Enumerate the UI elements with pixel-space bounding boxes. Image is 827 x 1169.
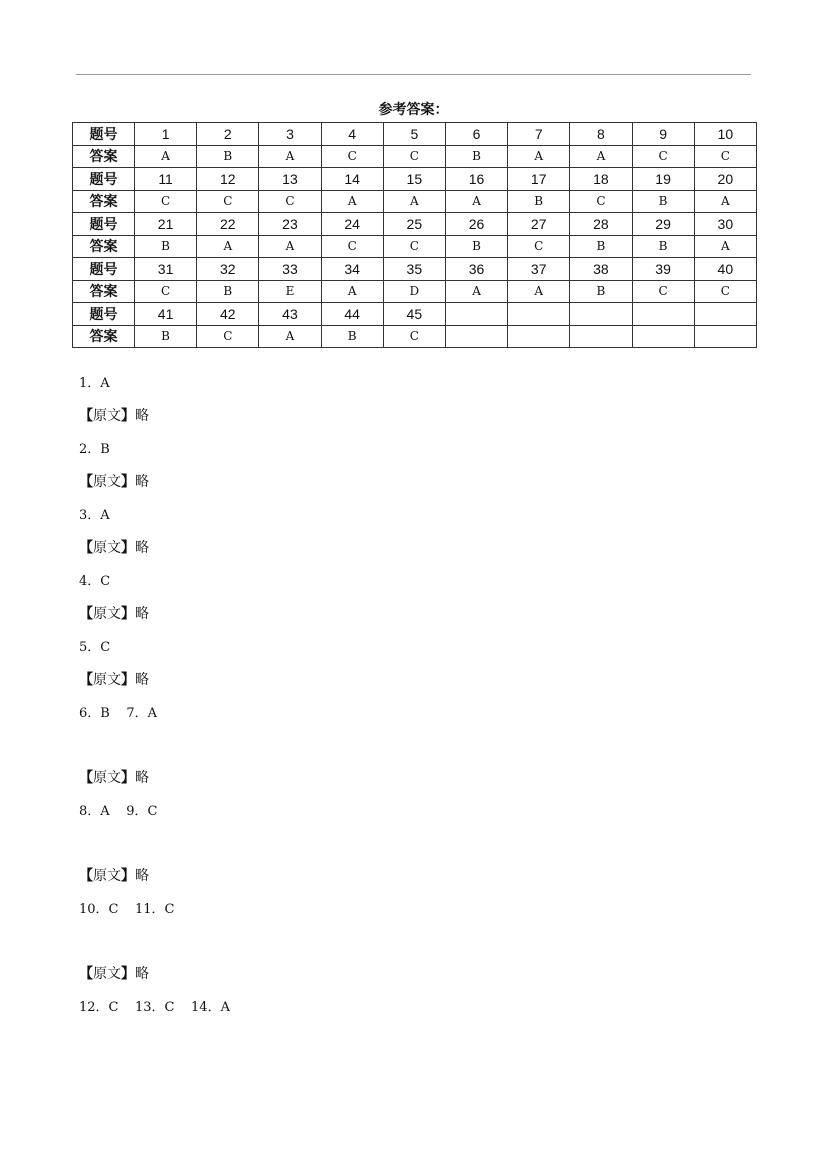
bracket-open: 【: [79, 868, 93, 884]
question-number-cell: 45: [383, 303, 445, 326]
question-number-cell: 8: [570, 123, 632, 146]
source-note: [79, 606, 759, 623]
source-note: [79, 672, 759, 689]
answer-cell: C: [632, 145, 694, 168]
answer-cell: C: [694, 145, 756, 168]
answer-cell: [445, 325, 507, 348]
source-body: 略: [135, 408, 149, 424]
bracket-close: 】: [121, 408, 135, 424]
question-number-cell: 31: [135, 258, 197, 281]
bracket-close: 】: [121, 540, 135, 556]
question-number-cell: 42: [197, 303, 259, 326]
question-number-cell: 12: [197, 168, 259, 191]
answer-row: [73, 190, 757, 213]
source-label: 原文: [93, 868, 121, 884]
answer-cell: B: [135, 325, 197, 348]
answer-cell: A: [259, 145, 321, 168]
source-label: 原文: [93, 770, 121, 786]
answer-cell: D: [383, 280, 445, 303]
source-label: 原文: [93, 966, 121, 982]
question-number-cell: 24: [321, 213, 383, 236]
question-number-row: [73, 168, 757, 191]
question-number-cell: [694, 303, 756, 326]
question-number-cell: [445, 303, 507, 326]
source-label: 原文: [93, 540, 121, 556]
answer-line: 12．C 13．C 14．A: [79, 1000, 230, 1015]
question-number-cell: 34: [321, 258, 383, 281]
answer-cell: E: [259, 280, 321, 303]
question-number-cell: [508, 303, 570, 326]
answer-cell: C: [197, 325, 259, 348]
answer-label: 答案: [73, 190, 135, 213]
bracket-close: 】: [121, 474, 135, 490]
question-number-cell: 35: [383, 258, 445, 281]
question-number-cell: 26: [445, 213, 507, 236]
source-note: [79, 408, 759, 425]
question-number-cell: 40: [694, 258, 756, 281]
answer-cell: B: [445, 145, 507, 168]
answer-line: 4．C: [79, 574, 111, 589]
answer-line: 6．B 7．A: [79, 706, 158, 721]
source-body: 略: [135, 966, 149, 982]
answer-cell: C: [135, 280, 197, 303]
answer-cell: B: [632, 235, 694, 258]
question-number-cell: 19: [632, 168, 694, 191]
bracket-close: 】: [121, 770, 135, 786]
question-number-cell: 11: [135, 168, 197, 191]
question-number-cell: 21: [135, 213, 197, 236]
answer-cell: A: [694, 190, 756, 213]
answer-line: 10．C 11．C: [79, 902, 175, 917]
answer-cell: C: [632, 280, 694, 303]
question-number-cell: 3: [259, 123, 321, 146]
question-number-cell: 38: [570, 258, 632, 281]
question-number-label: 题号: [73, 258, 135, 281]
question-number-cell: 14: [321, 168, 383, 191]
question-number-cell: 37: [508, 258, 570, 281]
answer-cell: [508, 325, 570, 348]
question-number-cell: 23: [259, 213, 321, 236]
question-number-cell: 17: [508, 168, 570, 191]
source-body: 略: [135, 672, 149, 688]
source-note: [79, 770, 759, 787]
answer-cell: B: [570, 235, 632, 258]
question-number-cell: 4: [321, 123, 383, 146]
question-number-label: 题号: [73, 168, 135, 191]
question-number-cell: 1: [135, 123, 197, 146]
question-number-cell: 36: [445, 258, 507, 281]
answer-cell: [632, 325, 694, 348]
source-label: 原文: [93, 672, 121, 688]
answer-cell: C: [321, 145, 383, 168]
answer-cell: A: [694, 235, 756, 258]
question-number-cell: 6: [445, 123, 507, 146]
answer-cell: A: [508, 280, 570, 303]
source-label: 原文: [93, 606, 121, 622]
answer-label: 答案: [73, 325, 135, 348]
question-number-label: 题号: [73, 123, 135, 146]
bracket-close: 】: [121, 606, 135, 622]
question-number-cell: 7: [508, 123, 570, 146]
question-number-cell: 10: [694, 123, 756, 146]
page-heading: 参考答案：: [378, 102, 449, 118]
answer-cell: B: [321, 325, 383, 348]
answer-cell: A: [259, 325, 321, 348]
source-body: 略: [135, 606, 149, 622]
source-note: [79, 540, 759, 557]
question-number-cell: 41: [135, 303, 197, 326]
answer-cell: [570, 325, 632, 348]
answer-row: [73, 280, 757, 303]
question-number-cell: 2: [197, 123, 259, 146]
answer-cell: B: [445, 235, 507, 258]
question-number-cell: 20: [694, 168, 756, 191]
answer-cell: B: [508, 190, 570, 213]
question-number-cell: 33: [259, 258, 321, 281]
answer-cell: A: [508, 145, 570, 168]
answer-cell: A: [570, 145, 632, 168]
answer-table-body: [73, 123, 757, 348]
answer-cell: B: [632, 190, 694, 213]
answer-cell: B: [197, 145, 259, 168]
answer-cell: C: [197, 190, 259, 213]
answer-line: 2．B: [79, 442, 110, 457]
source-label: 原文: [93, 474, 121, 490]
answer-line: 5．C: [79, 640, 111, 655]
answer-cell: B: [135, 235, 197, 258]
answer-cell: C: [321, 235, 383, 258]
question-number-cell: 5: [383, 123, 445, 146]
answer-label: 答案: [73, 145, 135, 168]
source-body: 略: [135, 540, 149, 556]
source-label: 原文: [93, 408, 121, 424]
question-number-cell: 29: [632, 213, 694, 236]
answer-cell: A: [383, 190, 445, 213]
answer-line: 1．A: [79, 376, 110, 391]
question-number-label: 题号: [73, 213, 135, 236]
question-number-cell: 16: [445, 168, 507, 191]
answer-cell: A: [445, 190, 507, 213]
bracket-open: 【: [79, 672, 93, 688]
question-number-row: [73, 123, 757, 146]
source-body: 略: [135, 474, 149, 490]
answer-explanations: [79, 375, 759, 1032]
question-number-row: [73, 213, 757, 236]
answer-cell: [694, 325, 756, 348]
bracket-open: 【: [79, 540, 93, 556]
answer-cell: A: [321, 190, 383, 213]
answer-cell: A: [135, 145, 197, 168]
question-number-cell: 39: [632, 258, 694, 281]
question-number-cell: 18: [570, 168, 632, 191]
answer-cell: A: [259, 235, 321, 258]
question-number-cell: 44: [321, 303, 383, 326]
answer-cell: C: [383, 235, 445, 258]
answer-line: 8．A 9．C: [79, 804, 158, 819]
question-number-cell: 9: [632, 123, 694, 146]
answer-label: 答案: [73, 235, 135, 258]
question-number-cell: 28: [570, 213, 632, 236]
question-number-cell: [570, 303, 632, 326]
answer-cell: C: [570, 190, 632, 213]
bracket-open: 【: [79, 966, 93, 982]
answer-cell: A: [321, 280, 383, 303]
question-number-label: 题号: [73, 303, 135, 326]
question-number-cell: 43: [259, 303, 321, 326]
answer-row: [73, 235, 757, 258]
question-number-cell: 30: [694, 213, 756, 236]
question-number-cell: [632, 303, 694, 326]
answer-cell: C: [135, 190, 197, 213]
answer-cell: C: [383, 145, 445, 168]
answer-cell: A: [445, 280, 507, 303]
answer-cell: A: [197, 235, 259, 258]
answer-cell: B: [570, 280, 632, 303]
question-number-cell: 27: [508, 213, 570, 236]
bracket-open: 【: [79, 770, 93, 786]
question-number-cell: 25: [383, 213, 445, 236]
question-number-cell: 22: [197, 213, 259, 236]
source-note: [79, 474, 759, 491]
answer-row: [73, 145, 757, 168]
answer-cell: C: [508, 235, 570, 258]
bracket-close: 】: [121, 868, 135, 884]
answer-line: 3．A: [79, 508, 110, 523]
answer-label: 答案: [73, 280, 135, 303]
question-number-row: [73, 258, 757, 281]
answer-row: [73, 325, 757, 348]
source-note: [79, 966, 759, 983]
answer-cell: C: [383, 325, 445, 348]
bracket-open: 【: [79, 606, 93, 622]
question-number-row: [73, 303, 757, 326]
source-body: 略: [135, 770, 149, 786]
answer-cell: C: [694, 280, 756, 303]
bracket-open: 【: [79, 474, 93, 490]
question-number-cell: 15: [383, 168, 445, 191]
header-rule: [76, 74, 751, 75]
source-note: [79, 868, 759, 885]
bracket-open: 【: [79, 408, 93, 424]
question-number-cell: 13: [259, 168, 321, 191]
answer-table: [72, 122, 757, 348]
source-body: 略: [135, 868, 149, 884]
bracket-close: 】: [121, 966, 135, 982]
question-number-cell: 32: [197, 258, 259, 281]
answer-cell: B: [197, 280, 259, 303]
bracket-close: 】: [121, 672, 135, 688]
answer-cell: C: [259, 190, 321, 213]
